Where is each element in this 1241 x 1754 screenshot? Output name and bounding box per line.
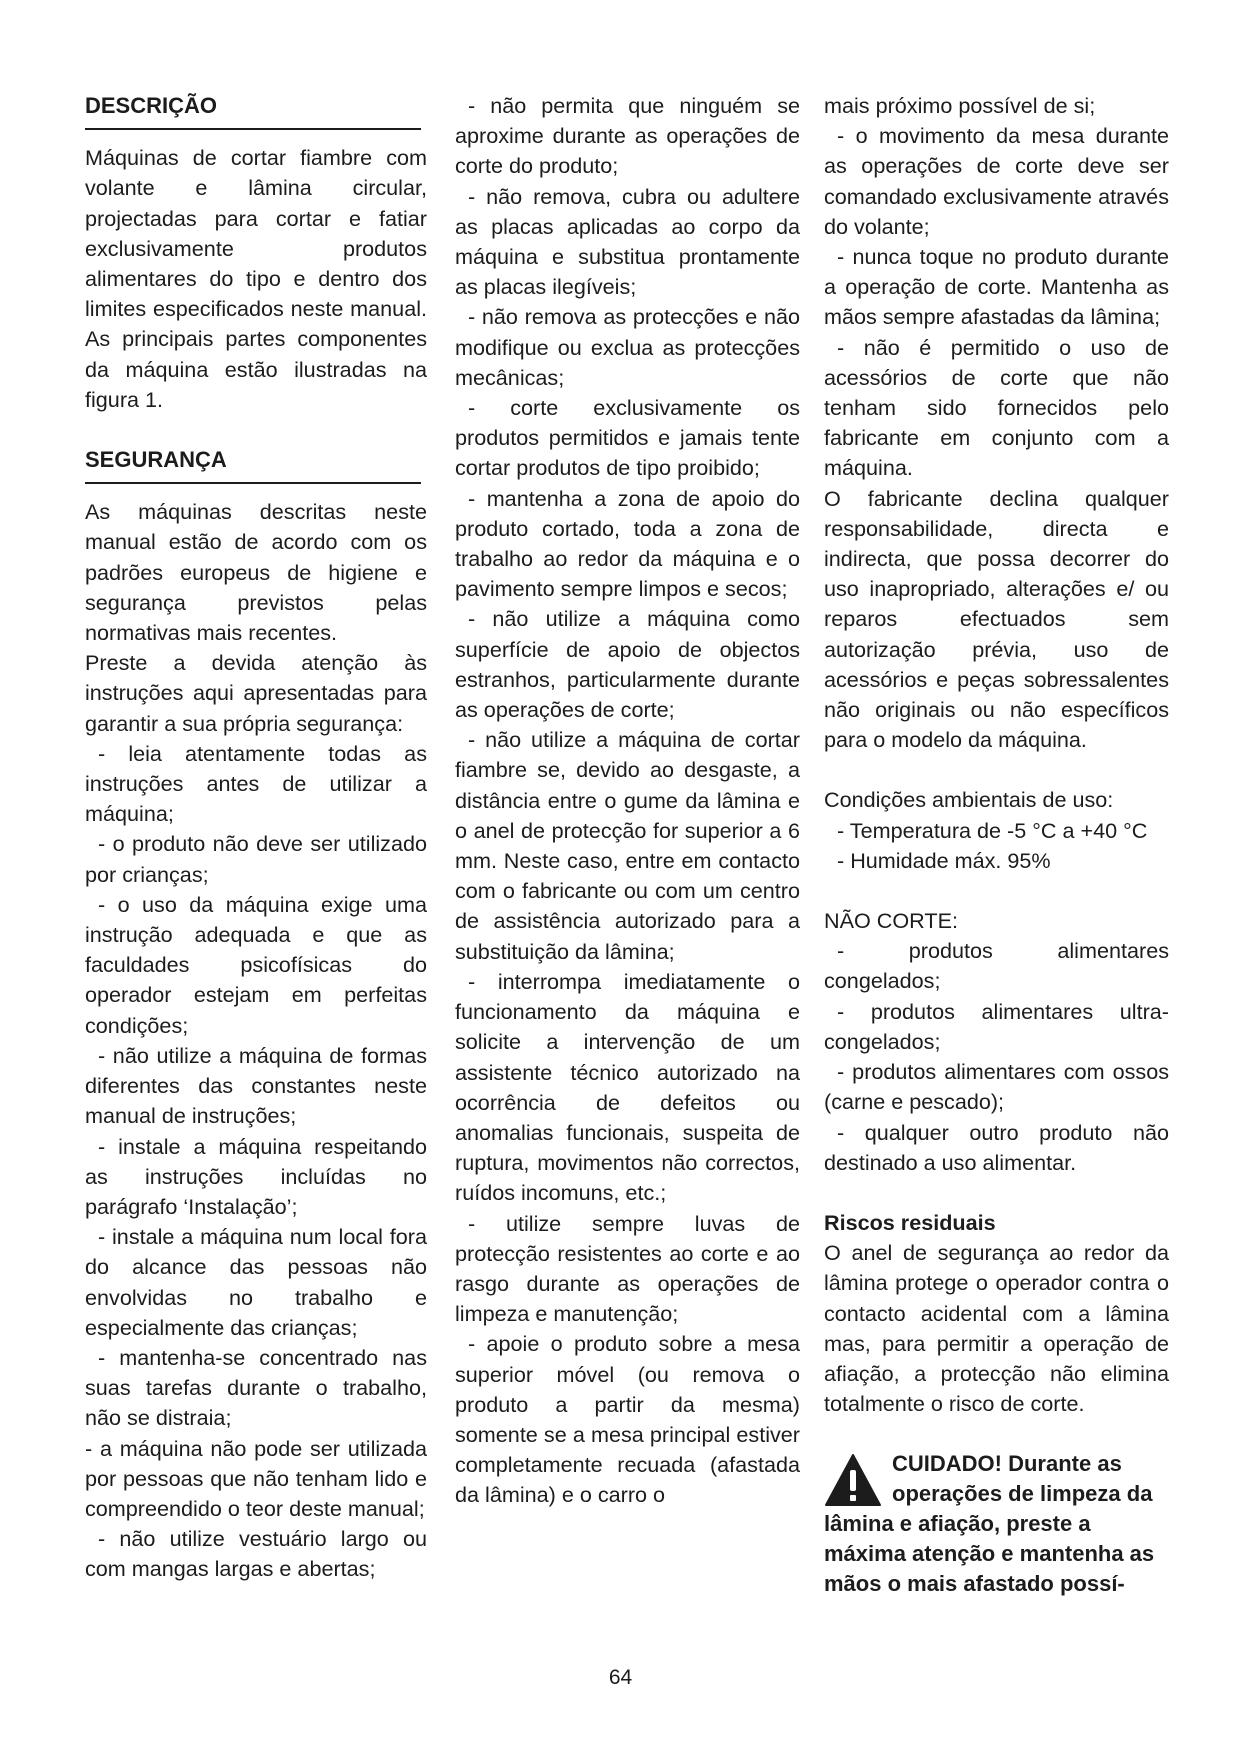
warning-triangle-icon — [824, 1453, 882, 1507]
riscos-heading: Riscos residuais — [824, 1209, 996, 1235]
nao-corte-item: - produtos alimentares com ossos (carne e pescado); — [824, 1059, 1169, 1115]
safety-item: - o movimento da mesa durante as operações de corte deve ser comandado exclusivamente através do volante; — [824, 123, 1169, 239]
column-1 — [85, 91, 427, 1585]
nao-corte-item: - qualquer outro produto não destinado a uso alimentar. — [824, 1119, 1169, 1175]
descricao-paragraph: Máquinas de cortar fiambre com volante e lâmina circular, projectadas para cortar e fatiar exclusivamente produtos alimentares do tipo e dentro dos limites especificados neste manual. As principais partes componentes da máquina estão ilustradas na figura 1. — [85, 145, 427, 412]
attention-paragraph: Preste a devida atenção às instruções aqui apresentadas para garantir a sua própria segurança: — [85, 650, 427, 736]
safety-item: - a máquina não pode ser utilizada por pessoas que não tenham lido e compreendido o teor deste manual; — [85, 1435, 427, 1521]
riscos-paragraph: O anel de segurança ao redor da lâmina protege o operador contra o contacto acidental com a lâmina mas, para permitir a operação de afiação, a protecção não elimina totalmente o risco de corte. — [824, 1240, 1169, 1417]
nao-corte-item: - produtos alimentares congelados; — [824, 938, 1169, 994]
safety-item: - não remova as protecções e não modifique ou exclua as protecções mecânicas; — [455, 304, 800, 390]
safety-item: - não utilize vestuário largo ou com mangas largas e abertas; — [85, 1526, 427, 1582]
safety-item: - utilize sempre luvas de protecção resistentes ao corte e ao rasgo durante as operações de limpeza e manutenção; — [455, 1210, 800, 1327]
warning-text: CUIDADO! Durante as operações de limpeza da lâmina e afiação, preste a máxima atenção e mantenha as mãos o mais afastado possí- — [824, 1451, 1155, 1597]
safety-item: - mantenha a zona de apoio do produto cortado, toda a zona de trabalho ao redor da máquina e o pavimento sempre limpos e secos; — [455, 485, 800, 602]
spacer — [824, 1178, 1169, 1208]
safety-item: - instale a máquina respeitando as instruções incluídas no parágrafo ‘Instalação’; — [85, 1133, 427, 1219]
warning-block — [824, 1449, 1169, 1599]
safety-item: - não permita que ninguém se aproxime durante as operações de corte do produto; — [455, 93, 800, 179]
seguranca-heading: SEGURANÇA — [85, 447, 227, 473]
safety-item: - o uso da máquina exige uma instrução adequada e que as faculdades psicofísicas do operador estejam em perfeitas condições; — [85, 891, 427, 1038]
nao-corte-heading: NÃO CORTE: — [824, 908, 958, 934]
spacer — [824, 755, 1169, 785]
safety-item: - mantenha-se concentrado nas suas tarefas durante o trabalho, não se distraia; — [85, 1344, 427, 1431]
safety-item: - não é permitido o uso de acessórios de corte que não tenham sido fornecidos pelo fabricante em conjunto com a máquina. — [824, 334, 1169, 481]
page-number: 64 — [608, 1666, 633, 1689]
safety-item: - apoie o produto sobre a mesa superior móvel (ou remova o produto a partir da mesma) somente se a mesa principal estiver completamente recuada (afastada da lâmina) e o carro o — [455, 1331, 800, 1508]
conditions-heading: Condições ambientais de uso: — [824, 787, 1114, 813]
heading-rule — [85, 482, 421, 484]
safety-item: - instale a máquina num local fora do alcance das pessoas não envolvidas no trabalho e especialmente das crianças; — [85, 1224, 427, 1340]
safety-item: - corte exclusivamente os produtos permitidos e jamais tente cortar produtos de tipo proibido; — [455, 395, 800, 481]
condition-item: - Humidade máx. 95% — [837, 847, 1051, 873]
safety-item: - não utilize a máquina de formas diferentes das constantes neste manual de instruções; — [85, 1042, 427, 1129]
spacer — [824, 876, 1169, 906]
continuation-text: mais próximo possível de si; — [824, 93, 1096, 118]
seguranca-paragraph: As máquinas descritas neste manual estão de acordo com os padrões europeus de higiene e segurança previstos pelas normativas mais recentes. — [85, 499, 427, 646]
column-3 — [824, 91, 1169, 1599]
safety-item: - nunca toque no produto durante a operação de corte. Mantenha as mãos sempre afastadas da lâmina; — [824, 244, 1169, 330]
disclaimer-paragraph: O fabricante declina qualquer responsabilidade, directa e indirecta, que possa decorrer do uso inapropriado, alterações e/ ou reparos efectuados sem autorização prévia, uso de acessórios e peças sobressalentes não originais ou não específicos para o modelo da máquina. — [824, 485, 1169, 753]
spacer — [85, 415, 427, 445]
safety-item: - interrompa imediatamente o funcionamento da máquina e solicite a intervenção de um assistente técnico autorizado na ocorrência de defeitos ou anomalias funcionais, suspeita de ruptura, movimentos não correctos, ruídos incomuns, etc.; — [455, 968, 800, 1206]
safety-item: - não remova, cubra ou adultere as placas aplicadas ao corpo da máquina e substitua prontamente as placas ilegíveis; — [455, 183, 800, 300]
descricao-heading: DESCRIÇÃO — [85, 93, 218, 118]
safety-item: - não utilize a máquina como superfície de apoio de objectos estranhos, particularmente durante as operações de corte; — [455, 606, 800, 723]
heading-rule — [85, 128, 421, 130]
column-2 — [455, 91, 800, 1511]
nao-corte-item: - produtos alimentares ultra-congelados; — [824, 998, 1169, 1054]
safety-item: - não utilize a máquina de cortar fiambre se, devido ao desgaste, a distância entre o gume da lâmina e o anel de protecção for superior a 6 mm. Neste caso, entre em contacto com o fabricante ou com um centro de assistência autorizado para a substituição da lâmina; — [455, 727, 800, 964]
safety-item: - leia atentamente todas as instruções antes de utilizar a máquina; — [85, 740, 427, 827]
condition-item: - Temperatura de -5 °C a +40 °C — [837, 817, 1148, 843]
safety-item: - o produto não deve ser utilizado por crianças; — [85, 831, 427, 887]
